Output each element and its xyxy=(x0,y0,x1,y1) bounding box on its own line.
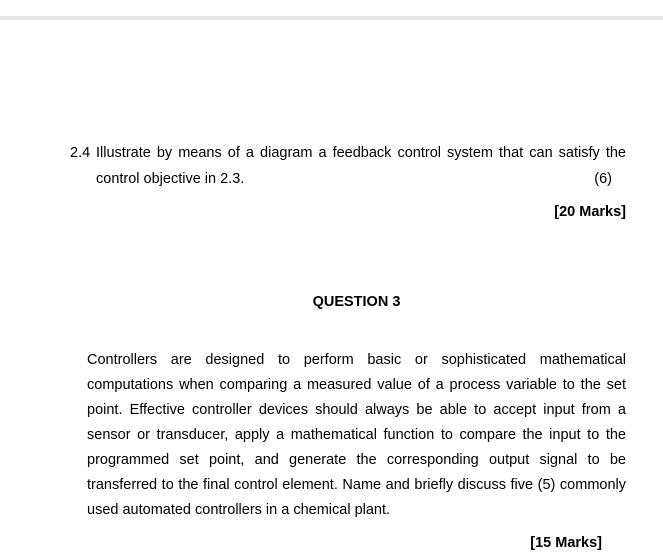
question-text-line-1: Illustrate by means of a diagram a feedback control system that can satisfy the xyxy=(96,145,626,161)
question-text-line-2: control objective in 2.3. xyxy=(96,171,245,187)
question-2-4 xyxy=(70,144,626,188)
question-3-body: Controllers are designed to perform basic or sophisticated mathematical computations when comparing a measured value of a process variable to the set point. Effective controller devices should always be able to accept input from a sensor or transducer, apply a mathematical function to compare the input to the programmed set point, and generate the corresponding output signal to be transferred to the final control element. Name and briefly discuss five (5) commonly used automated controllers in a chemical plant. xyxy=(87,352,626,518)
question-number: 2.4 xyxy=(70,145,91,161)
question-3-total-marks: [15 Marks] xyxy=(530,535,602,551)
question-3-heading: QUESTION 3 xyxy=(312,294,401,310)
question-marks: (6) xyxy=(594,171,612,187)
page-top-divider xyxy=(0,16,663,20)
section-2-total-marks: [20 Marks] xyxy=(554,204,626,220)
